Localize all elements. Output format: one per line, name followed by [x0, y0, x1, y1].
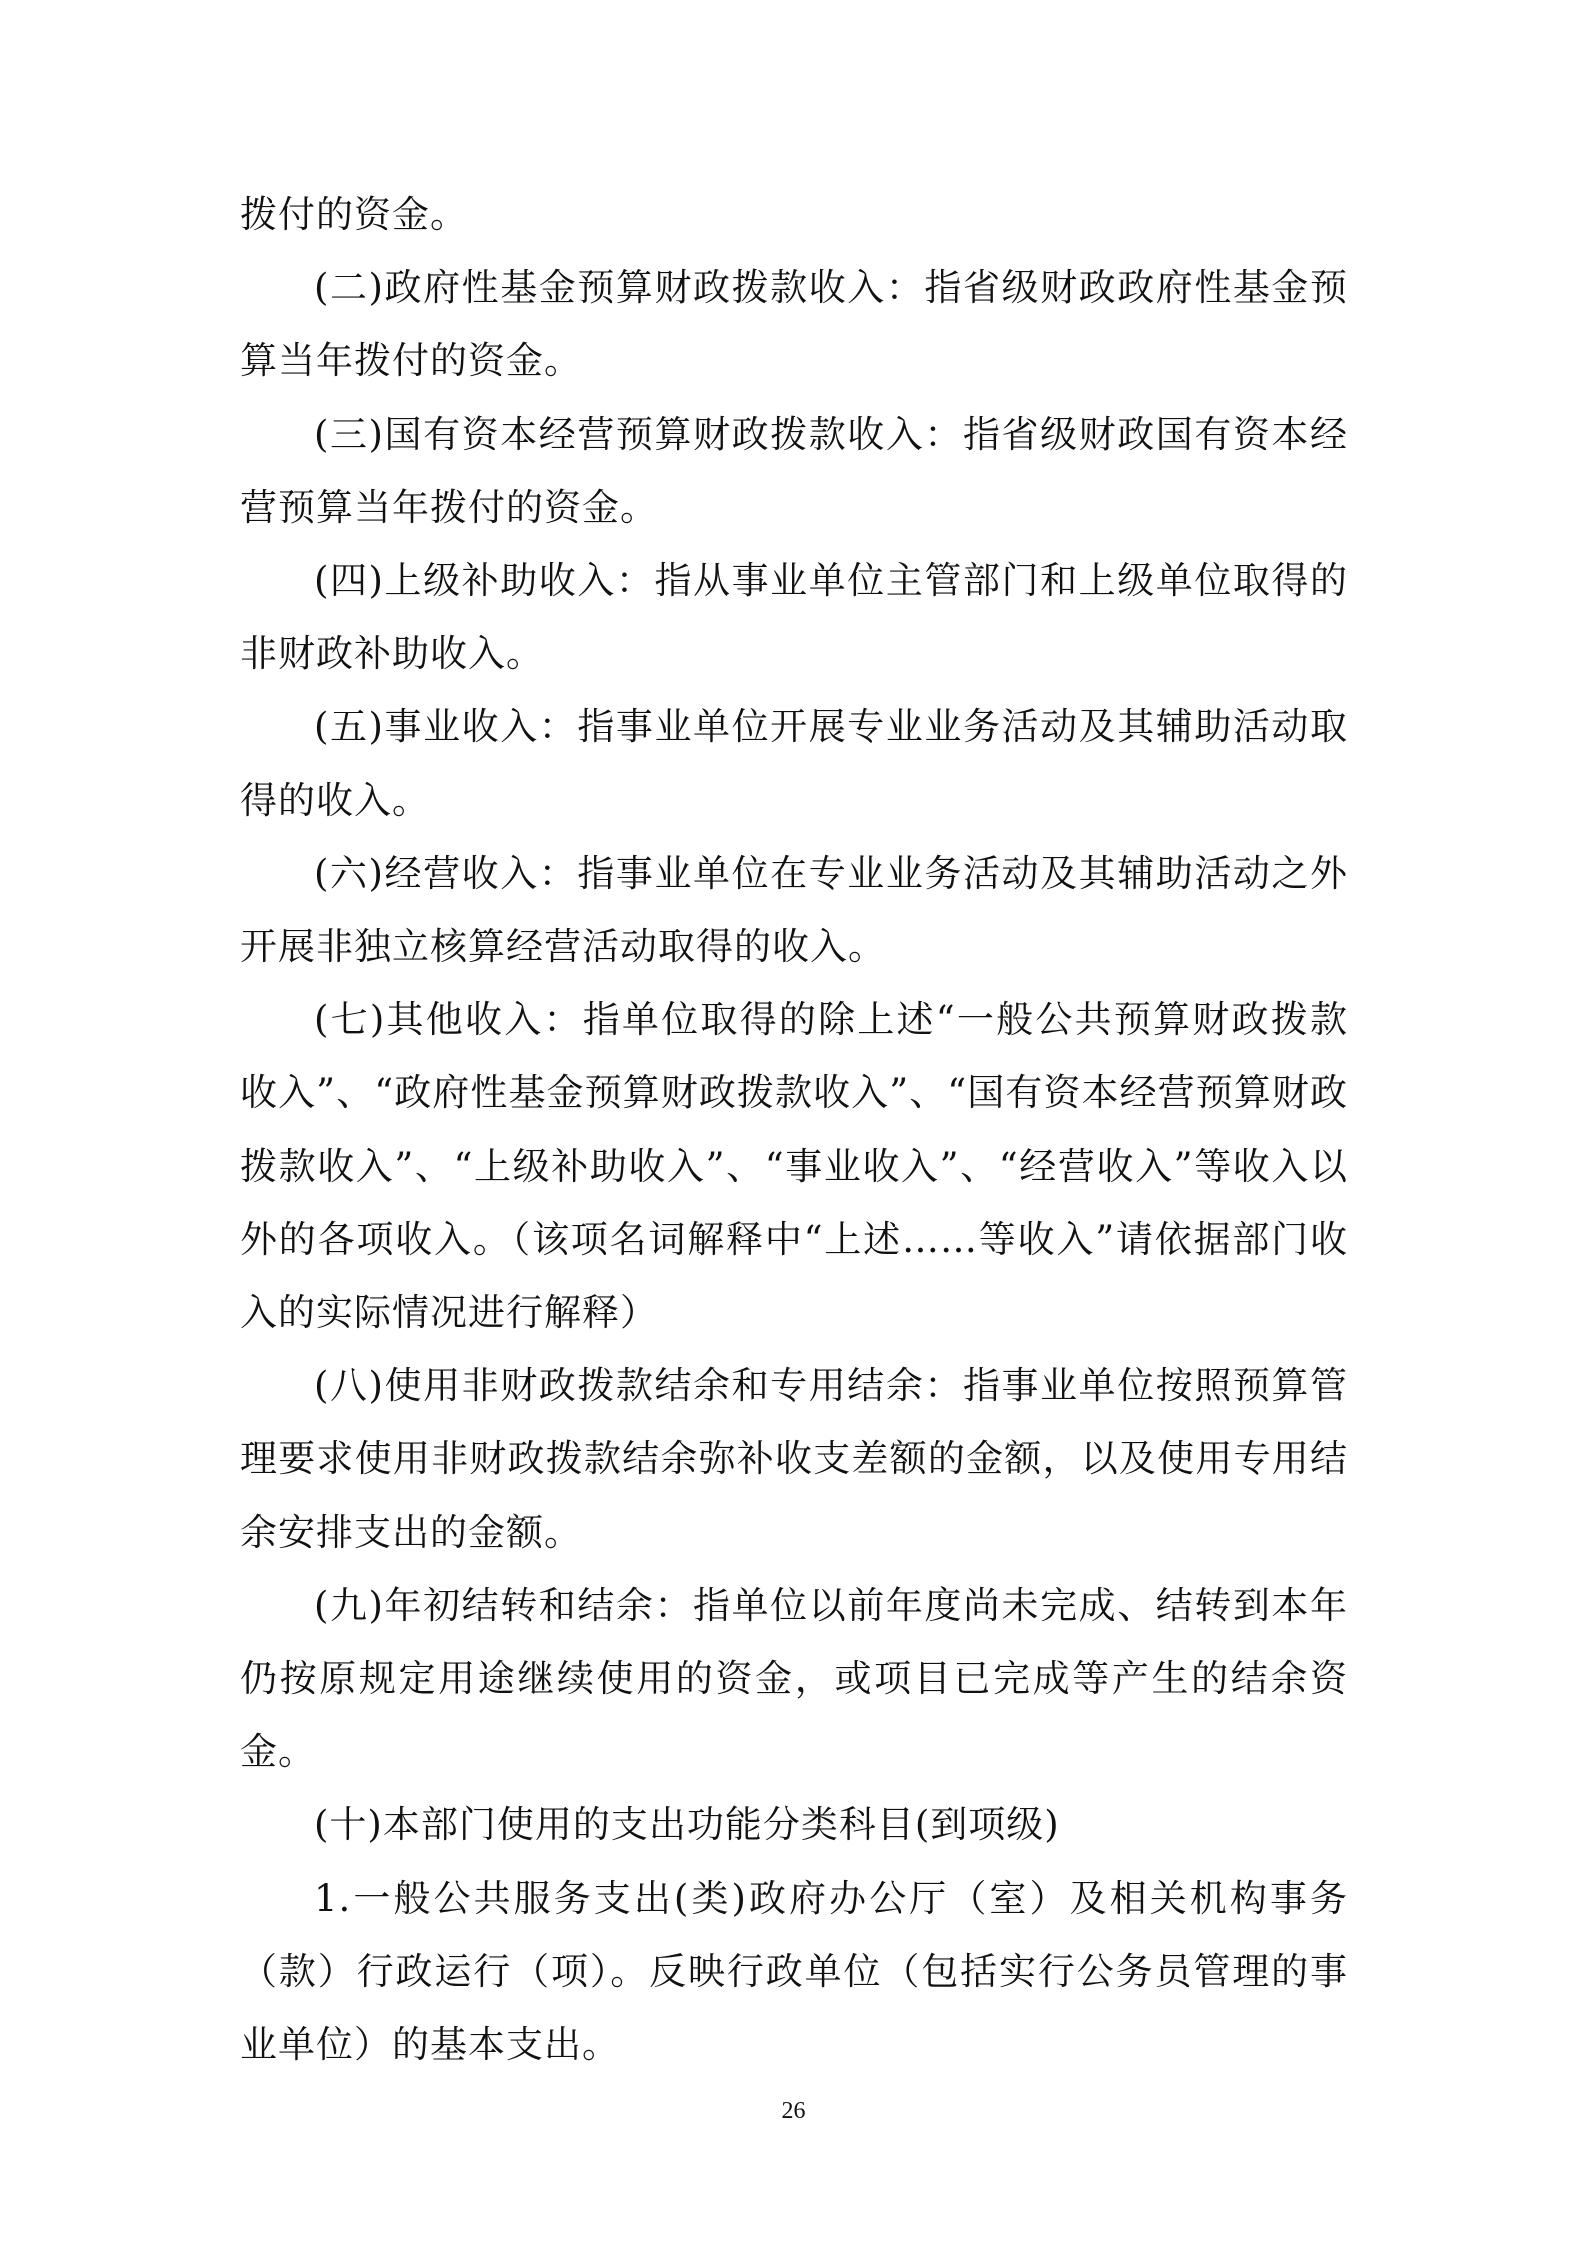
paragraph-item-9: (九)年初结转和结余：指单位以前年度尚未完成、结转到本年仍按原规定用途继续使用的资金，或项目已完成等产生的结余资金。 — [240, 1583, 1348, 1774]
page-number: 26 — [781, 2098, 806, 2124]
paragraph-continuation: 拨付的资金。 — [240, 193, 468, 236]
paragraph-item-3: (三)国有资本经营预算财政拨款收入：指省级财政国有资本经营预算当年拨付的资金。 — [240, 412, 1348, 529]
paragraph-item-5: (五)事业收入：指事业单位开展专业业务活动及其辅助活动取得的收入。 — [240, 705, 1348, 822]
paragraph-subitem-1: 1.一般公共服务支出(类)政府办公厅（室）及相关机构事务（款）行政运行（项）。反映行政单位（包括实行公务员管理的事业单位）的基本支出。 — [240, 1876, 1348, 2067]
paragraph-item-2: (二)政府性基金预算财政拨款收入：指省级财政政府性基金预算当年拨付的资金。 — [240, 266, 1348, 383]
paragraph-item-10: (十)本部门使用的支出功能分类科目(到项级) — [314, 1803, 1060, 1847]
paragraph-item-8: (八)使用非财政拨款结余和专用结余：指事业单位按照预算管理要求使用非财政拨款结余弥补收支差额的金额，以及使用专用结余安排支出的金额。 — [240, 1364, 1348, 1554]
paragraph-item-6: (六)经营收入：指事业单位在专业业务活动及其辅助活动之外开展非独立核算经营活动取得的收入。 — [240, 851, 1348, 969]
paragraph-item-7: (七)其他收入：指单位取得的除上述“一般公共预算财政拨款收入”、“政府性基金预算财政拨款收入”、“国有资本经营预算财政拨款收入”、“上级补助收入”、“事业收入”、“经营收入”等收入以外的各项收入。（该项名词解释中“上述……等收入”请依据部门收入的实际情况进行解释） — [240, 998, 1348, 1335]
document-body — [240, 178, 1348, 2081]
paragraph-item-4: (四)上级补助收入：指从事业单位主管部门和上级单位取得的非财政补助收入。 — [240, 559, 1348, 676]
